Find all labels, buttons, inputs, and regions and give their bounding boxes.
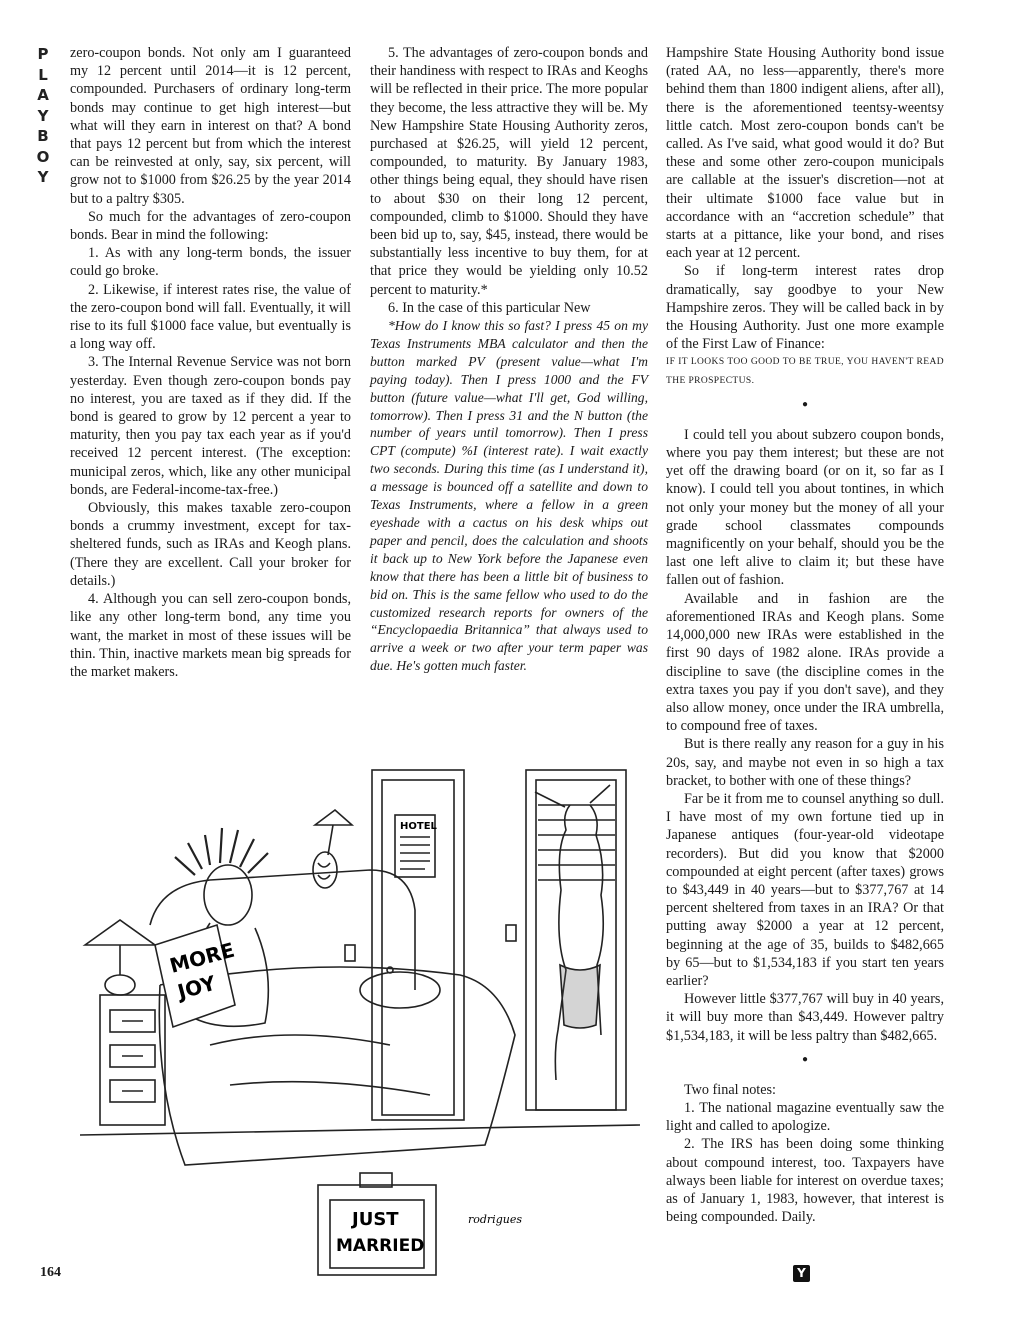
paragraph: So much for the advantages of zero-coupon bonds. Bear in mind the following: [70,208,351,244]
masthead-letter: Y [37,106,49,125]
cartoon-illustration [60,745,650,1290]
first-law-of-finance: IF IT LOOKS TOO GOOD TO BE TRUE, YOU HAVEN'T READ THE PROSPECTUS. [666,357,944,386]
paragraph: I could tell you about subzero coupon bonds, where you pay them interest; but these are not yet off the drawing board (or on it, so far as I know). I could tell you about tontines, in which not only your money but the money of all your grade school classmates compounds magnificently on your behalf, should you be the last one left alive to claim it; but these have fallen out of fashion. [666,426,944,589]
light-switch [345,945,355,961]
article-column-3 [666,44,944,1226]
suitcase-text-line2: MARRIED [336,1236,425,1256]
paragraph: zero-coupon bonds. Not only am I guaranteed my 12 percent until 2014—it is 12 percent, compounded. Purchasers of ordinary long-term bonds may continue to get high interest—but what will they earn in interest on that? A bond that pays 12 percent but from which the interest can be reinvested at only, say, six percent, will grow not to $1000 from $26.25 by the year 2014 but to a paltry $305. [70,45,351,207]
paragraph: Hampshire State Housing Authority bond issue (rated AA, no less—apparently, there's more behind them than 1800 indigent aliens, after all), there is the aforementioned teentsy-weentsy little catch. Most zero-coupon bonds can't be called. As I've said, what good would it do? But these and some other zero-coupon municipals are callable at the issuer's discretion—not at their ultimate $1000 face value but in accordance with an “accretion schedule” that starts at a pittance, like your bond, and rises each year at 12 percent. [666,45,944,262]
end-mark-icon: Y [793,1265,810,1282]
paragraph: 5. The advantages of zero-coupon bonds and their handiness with respect to IRAs and Keoghs will be reflected in their price. The more popular they become, the less attractive they will be. My New Hampshire State Housing Authority zeros, purchased at $26.25, will yield 12 percent, compounded, to maturity. By January 1983, other things being equal, they should have risen to about $30 on their long 12 percent, compounded, climb to $1000. Should they have been bid up to, say, $45, instead, there would be substantially less incentive to buy them, for at that price they would be yielding only 10.52 percent to maturity.* [370,45,648,298]
book-title-line2: JOY [175,970,219,1004]
paragraph: But is there really any reason for a guy in his 20s, say, and maybe not even in so high a tax bracket, to bother with one of these things? [666,736,944,789]
nightstand [100,995,165,1125]
paragraph: However little $377,767 will buy in 40 years, it will buy more than $43,449. However paltry $1,534,183, it will be less paltry than $482,665. [666,991,944,1044]
table-lamp [85,920,155,995]
paragraph: Obviously, this makes taxable zero-coupon bonds a crummy investment, except for tax-sheltered funds, such as IRAs and Keogh plans. (There they are excellent. Call your broker for details.) [70,500,351,589]
paragraph: 6. In the case of this particular New [388,299,591,316]
masthead-letter: Y [37,168,49,186]
light-switch [506,925,516,941]
book-title-line1: MORE [167,937,238,978]
bathroom-doorway [526,770,626,1110]
article-column-2 [370,44,648,675]
paragraph: 3. The Internal Revenue Service was not born yesterday. Even though zero-coupon bonds pay no interest, you are taxed as if they did. If the bond is geared to grow by 12 percent a year to maturity, then you pay tax each year as if you'd received 12 percent interest. (The exception: municipal zeros, which, like any other municipal bonds, are Federal-income-tax-free.) [70,354,351,498]
masthead-letter: L [38,65,48,84]
paragraph: Available and in fashion are the aforementioned IRAs and Keogh plans. Some 14,000,000 new IRAs were established in the first 90 days of 1982 alone. IRAs provide a discipline to save (the discipline comes in the extra taxes you pay if you don't save), and they also allow money, once under the IRA umbrella, to compound free of taxes. [666,590,944,735]
artist-signature: rodrigues [468,1213,522,1226]
wall-lamp [313,810,352,888]
page-number: 164 [40,1265,61,1280]
paragraph: 2. The IRS has been doing some thinking about compound interest, too. Taxpayers have always been liable for interest on overdue taxes; as of January 1, 1983, however, that interest is being compounded. Daily. [666,1136,944,1226]
paragraph: 1. The national magazine eventually saw the light and called to apologize. [666,1099,944,1135]
masthead-letter: B [37,127,49,145]
paragraph: 4. Although you can sell zero-coupon bonds, like any other long-term bond, any time you want, the market in most of these issues will be thin. Thin, inactive markets mean big spreads for the market makers. [70,591,351,680]
paragraph: 2. Likewise, if interest rates rise, the value of the zero-coupon bond will fall. Eventually, it will rise to its full $1000 face value, but eventually is a long way off. [70,281,351,353]
paragraph: Far be it from me to counsel anything so dull. I have most of my own fortune tied up in Japanese antiques (four-year-old videotape recorders). But did you know that $2000 compounded at eight percent (after taxes) grows to $43,449 in 40 years—but to $377,767 at 14 percent sheltered from taxes in an IRA? Or that putting away $2000 a year at 12 percent, beginning at the age of 35, builds to $482,665 by 65—but to $1,534,183 if you start ten years earlier? [666,790,944,989]
masthead-vertical [33,44,53,188]
masthead-letter: P [37,45,49,63]
paragraph: Two final notes: [684,1081,776,1098]
section-bullet: ● [801,398,809,410]
paragraph: So if long-term interest rates drop dramatically, say goodbye to your New Hampshire zeros. They will be called back in by the Housing Authority. Just one more example of the First Law of Finance: [666,263,944,353]
masthead-letter: A [37,86,49,104]
floor-line [80,1125,640,1135]
section-bullet: ● [801,1053,809,1065]
masthead-letter: O [36,147,50,166]
footnote: *How do I know this so fast? I press 45 on my Texas Instruments MBA calculator and then the button marked PV (present value—what I'm paying today). Then I press 1000 and the FV button (future value—what I'll get, God willing, tomorrow). Then I press 31 and the N button (the number of years until tomorrow). Then I press CPT (compute) %I (interest rate). I wait exactly two seconds. During this time (as I understand it), a message is bounced off a satellite and down to Texas Instruments, where a fellow in a green eyeshade with a cactus on his desk whips out paper and pencil, does the calculation and shoots it back up to New York before the Japanese even know that there has been a little bit of business to bid on. This is the same fellow who used to do the customized research reports for owners of the “Encyclopaedia Britannica” that always used to arrive a week or two after your term paper was due. He's gotten much faster. [370,318,648,674]
suitcase-text-line1: JUST [352,1209,399,1230]
woman-figure [535,785,610,1080]
article-column-1 [70,44,351,681]
door-sign: HOTEL [400,821,437,832]
paragraph: 1. As with any long-term bonds, the issuer could go broke. [70,245,351,280]
